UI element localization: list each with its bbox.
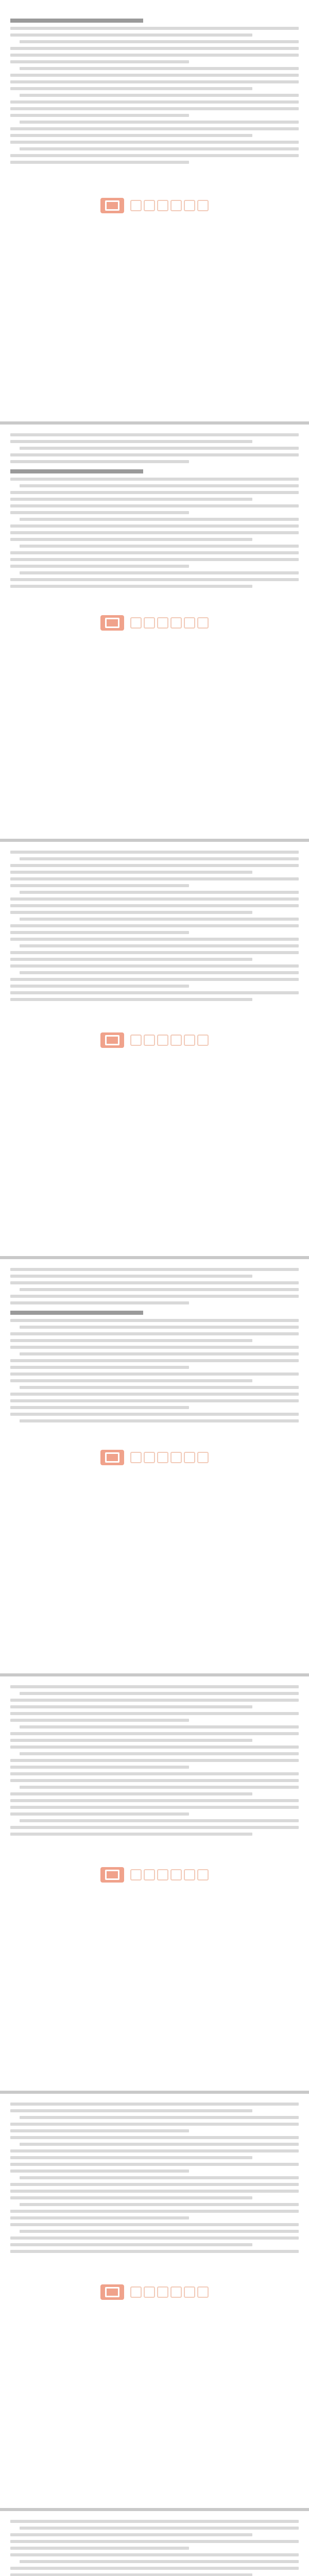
text-line <box>10 433 299 436</box>
text-line <box>20 891 299 894</box>
text-line <box>20 944 299 947</box>
text-line <box>10 2136 299 2139</box>
text-line <box>10 1399 299 1402</box>
text-line <box>10 1732 299 1735</box>
text-line <box>10 87 252 90</box>
text-line <box>20 40 299 43</box>
text-line <box>10 924 299 927</box>
text-line <box>20 1419 299 1422</box>
text-line <box>10 2103 299 2106</box>
text-line <box>20 2176 299 2179</box>
text-line <box>10 2216 189 2219</box>
text-line <box>10 478 299 481</box>
watermark <box>31 615 278 631</box>
text-line <box>10 911 252 914</box>
text-line <box>10 2533 252 2536</box>
text-line <box>10 114 189 117</box>
text-line <box>10 1772 299 1775</box>
text-line <box>10 964 299 968</box>
text-line <box>10 2163 299 2166</box>
text-line <box>20 857 299 860</box>
text-line <box>10 565 189 568</box>
text-line <box>10 1319 299 1322</box>
text-line <box>20 94 299 97</box>
watermark <box>31 1450 278 1465</box>
text-line <box>10 1413 299 1416</box>
text-line <box>10 871 252 874</box>
text-line <box>10 1739 252 1742</box>
text-line <box>10 1685 299 1688</box>
text-line <box>10 511 189 514</box>
watermark <box>31 198 278 213</box>
text-line <box>10 1792 252 1795</box>
text-line <box>10 1799 299 1802</box>
text-line <box>10 1268 299 1271</box>
text-line <box>10 1301 189 1304</box>
text-line <box>10 985 189 988</box>
text-line <box>10 951 299 954</box>
text-line <box>10 2573 252 2576</box>
text-line <box>10 2553 299 2556</box>
text-line <box>10 1406 189 1409</box>
text-line <box>10 1806 299 1809</box>
watermark <box>31 1867 278 1883</box>
text-line <box>10 1393 299 1396</box>
text-line <box>20 67 299 70</box>
text-line <box>10 2210 299 2213</box>
text-line <box>10 1833 252 1836</box>
text-line <box>20 918 299 921</box>
text-line <box>10 531 299 534</box>
page-3 <box>10 842 299 1256</box>
text-line <box>20 1386 299 1389</box>
text-line <box>10 54 299 57</box>
text-line <box>10 978 299 981</box>
text-line <box>10 938 299 941</box>
watermark-pattern <box>130 617 209 629</box>
text-line <box>10 2109 252 2112</box>
text-line <box>20 1288 299 1291</box>
text-line <box>10 864 299 867</box>
text-line <box>10 2520 299 2523</box>
text-line <box>10 585 252 588</box>
text-line <box>10 1779 299 1782</box>
text-line <box>20 2527 299 2530</box>
text-line <box>10 2149 299 2153</box>
text-line <box>20 447 299 450</box>
text-line <box>10 1339 252 1342</box>
text-line <box>10 2156 252 2159</box>
page-4 <box>10 1259 299 1673</box>
text-line <box>10 1826 299 1829</box>
text-line <box>10 453 299 456</box>
text-line <box>20 571 299 574</box>
text-line <box>10 491 299 494</box>
text-line <box>10 1719 189 1722</box>
text-line <box>20 1725 299 1728</box>
text-line <box>10 877 299 880</box>
text-line <box>10 1372 299 1376</box>
text-line <box>10 2190 299 2193</box>
text-line <box>10 1366 189 1369</box>
text-line <box>10 107 299 110</box>
text-line <box>10 998 252 1001</box>
text-line <box>10 440 252 443</box>
text-line <box>10 141 299 144</box>
text-line <box>10 884 189 887</box>
text-line <box>10 1705 252 1708</box>
text-line <box>10 1712 299 1715</box>
page-1 <box>10 7 299 421</box>
text-line <box>10 1275 252 1278</box>
page-6 <box>10 2094 299 2508</box>
section-heading <box>10 19 143 23</box>
text-line <box>10 80 299 83</box>
text-line <box>10 504 299 507</box>
text-line <box>10 2250 299 2253</box>
text-line <box>10 2547 189 2550</box>
text-line <box>10 100 299 104</box>
text-line <box>10 1295 299 1298</box>
text-line <box>20 545 299 548</box>
text-line <box>10 2243 252 2246</box>
text-line <box>10 154 299 157</box>
text-line <box>10 1359 299 1362</box>
text-line <box>10 538 252 541</box>
text-line <box>20 1786 299 1789</box>
text-line <box>10 991 299 994</box>
text-line <box>10 1281 299 1284</box>
text-line <box>10 897 299 901</box>
text-line <box>20 518 299 521</box>
text-line <box>10 1379 252 1382</box>
watermark-pattern <box>130 1869 209 1880</box>
text-line <box>10 524 299 528</box>
section-heading <box>10 469 143 473</box>
text-line <box>10 2236 299 2240</box>
text-line <box>20 1692 299 1695</box>
text-line <box>20 1326 299 1329</box>
text-line <box>10 551 299 554</box>
text-line <box>10 958 252 961</box>
text-line <box>10 2183 299 2186</box>
text-line <box>10 27 299 30</box>
text-line <box>20 971 299 974</box>
text-line <box>10 2123 299 2126</box>
text-line <box>10 1812 189 1816</box>
watermark <box>31 1032 278 1048</box>
text-line <box>20 147 299 150</box>
text-line <box>20 2143 299 2146</box>
text-line <box>10 558 299 561</box>
text-line <box>20 2203 299 2206</box>
watermark-logo-icon <box>100 198 124 213</box>
text-line <box>10 2567 299 2570</box>
watermark <box>31 2284 278 2300</box>
text-line <box>20 2116 299 2119</box>
text-line <box>20 1819 299 1822</box>
watermark-logo-icon <box>100 1450 124 1465</box>
text-line <box>20 484 299 487</box>
watermark-logo-icon <box>100 1032 124 1048</box>
watermark-pattern <box>130 1035 209 1046</box>
text-line <box>10 2196 252 2199</box>
watermark-pattern <box>130 1452 209 1463</box>
text-line <box>10 2223 299 2226</box>
text-line <box>10 33 252 37</box>
page-5 <box>10 1676 299 2091</box>
text-line <box>10 1745 299 1749</box>
watermark-logo-icon <box>100 2284 124 2300</box>
text-line <box>10 74 299 77</box>
text-line <box>20 2230 299 2233</box>
text-line <box>10 161 189 164</box>
text-line <box>10 851 299 854</box>
text-line <box>10 578 299 581</box>
text-line <box>10 498 252 501</box>
section-heading <box>10 1311 143 1315</box>
text-line <box>10 1699 299 1702</box>
watermark-logo-icon <box>100 615 124 631</box>
text-line <box>10 460 189 463</box>
text-line <box>10 47 299 50</box>
watermark-pattern <box>130 2286 209 2298</box>
text-line <box>10 2129 189 2132</box>
text-line <box>10 127 299 130</box>
text-line <box>20 2560 299 2563</box>
text-line <box>20 1752 299 1755</box>
watermark-logo-icon <box>100 1867 124 1883</box>
text-line <box>10 1346 299 1349</box>
text-line <box>10 1766 189 1769</box>
text-line <box>10 2170 189 2173</box>
watermark-pattern <box>130 200 209 211</box>
text-line <box>10 1759 299 1762</box>
text-line <box>20 121 299 124</box>
text-line <box>10 134 252 137</box>
page-7 <box>10 2511 299 2576</box>
page-2 <box>10 425 299 839</box>
text-line <box>10 904 299 907</box>
text-line <box>10 2540 299 2543</box>
text-line <box>10 60 189 63</box>
text-line <box>20 1352 299 1355</box>
text-line <box>10 931 189 934</box>
text-line <box>10 1332 299 1335</box>
